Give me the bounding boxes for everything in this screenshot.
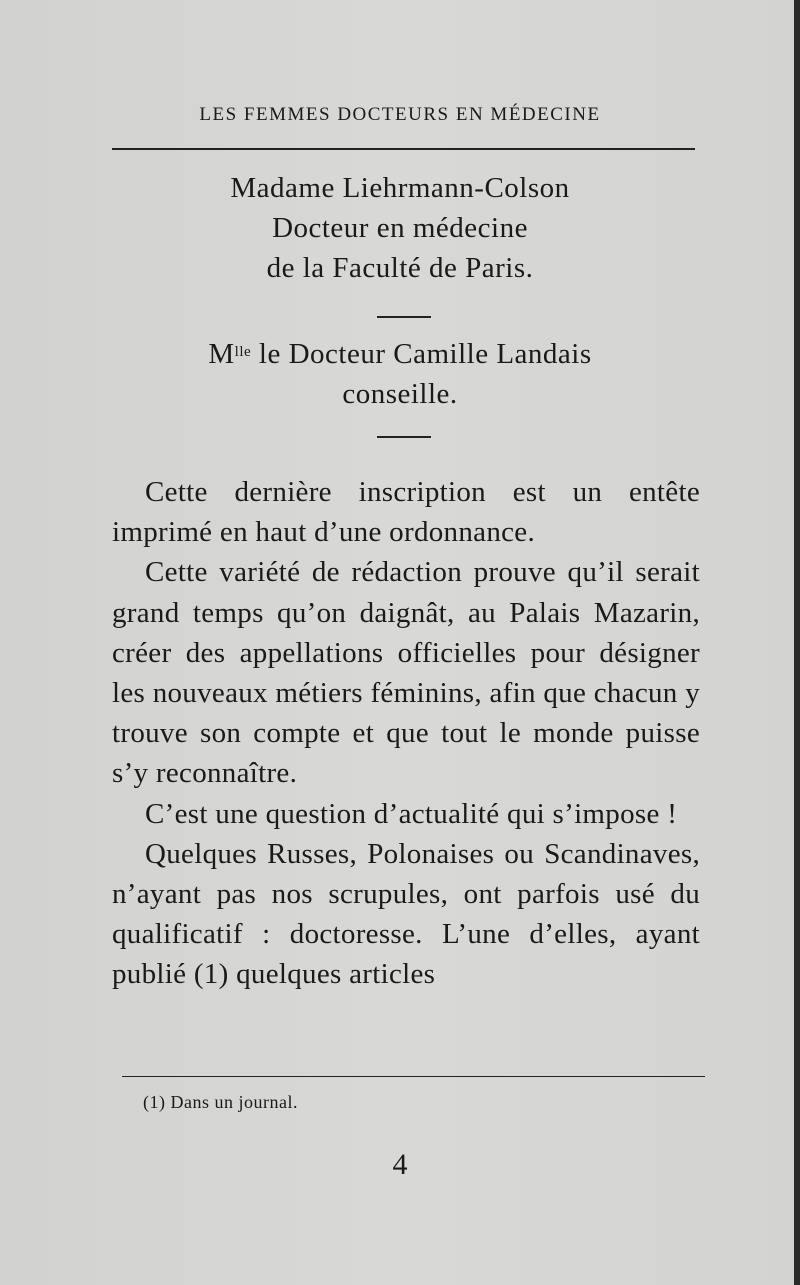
paragraph: Cette variété de rédaction prouve qu’il serait grand temps qu’on daignât, au Palais Mazarin, créer des appellations officielles pour désigner les nouveaux métiers féminins, afin que chacun y trouve son compte et que tout le monde puisse s’y reconnaître. <box>112 556 700 790</box>
running-head: LES FEMMES DOCTEURS EN MÉDECINE <box>199 104 601 125</box>
body-text <box>112 472 700 995</box>
signature-line <box>0 334 800 374</box>
signature-line: conseille. <box>342 378 458 410</box>
separator-rule <box>377 316 431 318</box>
signature-line: Docteur en médecine <box>272 212 528 244</box>
paragraph: Cette dernière inscription est un entête imprimé en haut d’une ordonnance. <box>112 476 700 549</box>
paragraph: C’est une question d’actualité qui s’impose ! <box>145 797 678 830</box>
signature-line-rest: le Docteur Camille Landais <box>251 338 592 370</box>
signature-line: Madame Liehrmann-Colson <box>230 172 570 204</box>
second-signature-block <box>0 334 800 414</box>
header-rule <box>112 148 695 150</box>
paragraph: Quelques Russes, Polonaises ou Scandinaves, n’ayant pas nos scrupules, ont parfois usé du qualificatif : doctoresse. L’une d’elles, ayant publié (1) quelques articles <box>112 837 700 991</box>
title-superscript: lle <box>234 344 252 360</box>
title-prefix: M <box>208 338 235 370</box>
separator-rule <box>377 436 431 438</box>
page-number: 4 <box>392 1148 408 1181</box>
footnote: (1) Dans un journal. <box>143 1092 298 1112</box>
footnote-rule <box>122 1076 705 1077</box>
signature-line: de la Faculté de Paris. <box>266 252 534 284</box>
signature-block <box>0 168 800 288</box>
